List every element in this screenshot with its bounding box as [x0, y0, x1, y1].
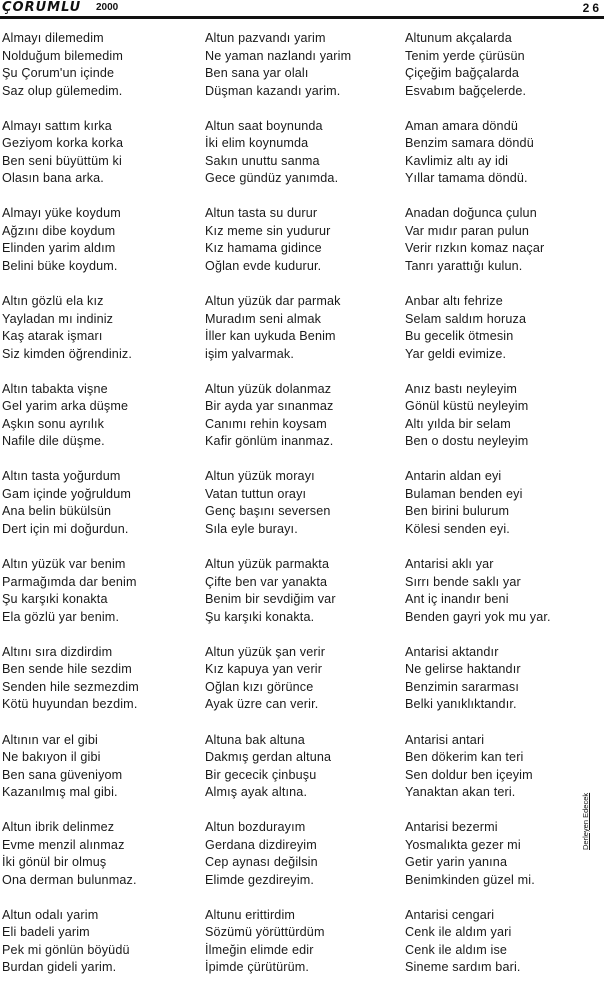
poem-line: Getir yarin yanına [405, 855, 508, 870]
stanza [2, 819, 192, 889]
poem-line: Benim bir sevdiğim var [205, 592, 336, 607]
poem-line: Almayı yüke koydum [2, 206, 121, 221]
poem-line: Bir gececik çinbuşu [205, 767, 317, 782]
poem-line: Belini büke koydum. [2, 258, 118, 273]
poem-line: Muradım seni almak [205, 311, 322, 326]
poem-line: Dert için mi doğurdun. [2, 521, 129, 536]
poem-line: Kaş atarak işmarı [2, 329, 103, 344]
stanza [205, 907, 395, 977]
stanza [2, 468, 192, 538]
stanza [2, 293, 192, 363]
poem-line: Ne gelirse haktandır [405, 662, 521, 677]
poem-line: Siz kimden öğrendiniz. [2, 346, 132, 361]
poem-line: Benzim samara döndü [405, 136, 534, 151]
poem-line: Altun odalı yarim [2, 907, 99, 922]
poem-line: Sıla eyle burayı. [205, 521, 298, 536]
poem-line: Burdan gideli yarim. [2, 960, 117, 975]
stanza [205, 381, 395, 451]
poem-line: Anadan doğunca çulun [405, 206, 537, 221]
poem-line: Cenk ile aldım yari [405, 925, 512, 940]
poem-line: Ne bakıyon il gibi [2, 750, 101, 764]
poem-line: İpimde çürütürüm. [205, 960, 310, 975]
poem-line: Elimde gezdireyim. [205, 872, 315, 887]
stanza [405, 205, 595, 275]
poem-line: Anız bastı neyleyim [405, 381, 518, 396]
poem-line: Altunu erittirdim [205, 907, 296, 922]
poem-line: Antarin aldan eyi [405, 469, 502, 484]
stanza [2, 118, 192, 188]
poem-line: Gece gündüz yanımda. [205, 171, 339, 186]
poem-line: Şu Çorum'un içinde [2, 66, 115, 80]
poem-line: Benzimin sararması [405, 679, 519, 694]
poem-line: Ben o dostu neyleyim [405, 434, 529, 449]
poem-line: Altun tasta su durur [205, 206, 318, 221]
poem-line: Saz olup gülemedim. [2, 83, 123, 98]
poem-line: Ben dökerim kan teri [405, 750, 524, 764]
poem-line: Kötü huyundan bezdim. [2, 697, 138, 712]
poem-line: Elinden yarim aldım [2, 241, 116, 256]
poem-line: Parmağımda dar benim [2, 574, 137, 589]
poem-line: Antarisi aklı yar [405, 557, 494, 572]
poem-line: Kız kapuya yan verir [205, 662, 323, 677]
poem-line: Sözümü yörüttürdüm [205, 925, 325, 940]
stanza [2, 644, 192, 714]
poem-line: Gerdana dizdireyim [205, 837, 317, 852]
poem-line: Altı yılda bir selam [405, 416, 511, 431]
poem-line: İlmeğin elimde edir [205, 942, 314, 957]
poem-column-2 [205, 30, 395, 995]
poem-line: Bir ayda yar sınanmaz [205, 399, 334, 414]
credit-text: Derleyen Edecek [581, 792, 590, 850]
poem-line: Yanaktan akan teri. [405, 785, 516, 799]
poem-line: Altun pazvandı yarim [205, 31, 326, 45]
poem-line: Kazanılmış mal gibi. [2, 785, 118, 799]
poem-line: Yayladan mı indiniz [2, 311, 114, 326]
poem-line: Şu karşıki konakta [2, 592, 108, 607]
poem-line: Yar geldi evimize. [405, 346, 507, 361]
page-number: 26 [582, 1, 602, 15]
poem-line: Altun yüzük parmakta [205, 557, 330, 572]
poem-line: Altun yüzük şan verir [205, 644, 326, 659]
poem-line: Altuna bak altuna [205, 732, 305, 747]
poem-line: Gel yarim arka düşme [2, 399, 129, 414]
stanza [205, 644, 395, 714]
stanza [405, 907, 595, 977]
stanza [205, 468, 395, 538]
poem-line: Gönül küstü neyleyim [405, 399, 529, 414]
stanza [405, 819, 595, 889]
stanza [205, 30, 395, 100]
stanza [2, 907, 192, 977]
stanza [205, 556, 395, 626]
poem-line: Olasın bana arka. [2, 171, 104, 186]
poem-line: Kafir gönlüm inanmaz. [205, 434, 334, 449]
poem-line: Almış ayak altına. [205, 785, 308, 799]
poem-line: Altun yüzük morayı [205, 469, 315, 484]
stanza [2, 556, 192, 626]
stanza [205, 293, 395, 363]
poem-line: Kız meme sin yudurur [205, 223, 331, 238]
poem-line: Var mıdır paran pulun [405, 223, 530, 238]
poem-line: Kavlimiz altı ay idi [405, 153, 509, 168]
poem-line: Cenk ile aldım ise [405, 942, 508, 957]
stanza [405, 556, 595, 626]
poem-line: Ana belin bükülsün [2, 504, 112, 519]
poem-line: İki elim koynumda [205, 136, 309, 151]
magazine-logo: ÇORUMLU [2, 0, 82, 15]
poem-line: Anbar altı fehrize [405, 294, 503, 309]
poem-line: Oğlan evde kudurur. [205, 258, 322, 273]
stanza [2, 381, 192, 451]
poem-line: Esvabım bağçelerde. [405, 83, 527, 98]
poem-line: işim yalvarmak. [205, 346, 295, 361]
poem-line: Benden gayri yok mu yar. [405, 609, 551, 624]
poem-column-1 [2, 30, 192, 995]
poem-line: Şu karşıki konakta. [205, 609, 315, 624]
stanza [2, 732, 192, 802]
poem-line: Ben sana yar olalı [205, 66, 309, 80]
poem-line: Canımı rehin koysam [205, 416, 327, 431]
poem-line: Benimkinden güzel mi. [405, 872, 535, 887]
poem-line: Aşkın sonu ayrılık [2, 416, 105, 431]
poem-line: Ben birini bulurum [405, 504, 510, 519]
poem-line: Ayak üzre can verir. [205, 697, 319, 712]
stanza [405, 644, 595, 714]
poem-line: Altun ibrik delinmez [2, 820, 115, 835]
poem-line: Genç başını seversen [205, 504, 331, 519]
header-rule [0, 16, 604, 19]
poem-line: Ona derman bulunmaz. [2, 872, 137, 887]
poem-line: Eli badeli yarim [2, 925, 90, 940]
poem-line: Ne yaman nazlandı yarim [205, 48, 352, 63]
stanza [205, 118, 395, 188]
poem-line: Geziyom korka korka [2, 136, 124, 151]
issue-year: 2000 [96, 2, 119, 13]
poem-line: Cep aynası değilsin [205, 855, 318, 870]
stanza [405, 30, 595, 100]
poem-line: Almayı sattım kırka [2, 118, 112, 133]
poem-line: Altını sıra dizdirdim [2, 644, 113, 659]
poem-line: Yosmalıkta gezer mi [405, 837, 521, 852]
poem-line: Sineme sardım bari. [405, 960, 521, 975]
stanza [205, 205, 395, 275]
stanza [205, 819, 395, 889]
poem-line: Altın tabakta vişne [2, 381, 108, 396]
poem-line: Verir rızkın komaz naçar [405, 241, 545, 256]
poem-line: Altın yüzük var benim [2, 557, 126, 572]
stanza [405, 293, 595, 363]
poem-line: Altun bozdurayım [205, 820, 306, 835]
stanza [405, 468, 595, 538]
poem-line: Sakın unuttu sanma [205, 153, 320, 168]
poem-line: Senden hile sezmezdim [2, 679, 139, 694]
poem-line: Antarisi cengari [405, 907, 495, 922]
poem-line: Gam içinde yoğruldum [2, 486, 131, 501]
poem-line: Ben seni büyüttüm ki [2, 153, 122, 168]
poem-line: Düşman kazandı yarim. [205, 83, 341, 98]
poem-line: Belki yanıklıktandır. [405, 697, 517, 712]
poem-line: Çifte ben var yanakta [205, 574, 328, 589]
poem-line: Altunum akçalarda [405, 31, 512, 45]
stanza [405, 381, 595, 451]
stanza [205, 732, 395, 802]
poem-line: Antarisi aktandır [405, 644, 499, 659]
poem-line: Altun yüzük dolanmaz [205, 381, 332, 396]
poem-line: Nafile dile düşme. [2, 434, 105, 449]
poem-line: Altının var el gibi [2, 732, 98, 747]
poem-line: Sırrı bende saklı yar [405, 574, 521, 589]
poem-line: Çiçeğim bağçalarda [405, 66, 520, 80]
poem-line: Almayı dilemedim [2, 31, 104, 45]
poem-line: Altın gözlü ela kız [2, 294, 104, 309]
stanza [405, 118, 595, 188]
stanza [2, 205, 192, 275]
compiler-credit [581, 770, 593, 850]
poem-line: Pek mi gönlün böyüdü [2, 942, 130, 957]
poem-line: Ağzını dibe koydum [2, 223, 116, 238]
poem-line: İki gönül bir olmuş [2, 855, 107, 870]
poem-line: Antarisi bezermi [405, 820, 498, 835]
poem-line: Oğlan kızı görünce [205, 679, 314, 694]
poem-line: Tenim yerde çürüsün [405, 48, 525, 63]
poem-line: Altun yüzük dar parmak [205, 294, 341, 309]
poem-line: Kölesi senden eyi. [405, 521, 510, 536]
poem-line: Nolduğum bilemedim [2, 48, 123, 63]
poem-line: Ant iç inandır beni [405, 592, 509, 607]
stanza [405, 732, 595, 802]
poem-line: Evme menzil alınmaz [2, 837, 125, 852]
poem-line: İller kan uykuda Benim [205, 329, 336, 344]
poem-column-3 [405, 30, 595, 995]
poem-line: Ben sende hile sezdim [2, 662, 132, 677]
poem-line: Bu gecelik ötmesin [405, 329, 514, 344]
poem-line: Bulaman benden eyi [405, 486, 523, 501]
poem-line: Altun saat boynunda [205, 118, 323, 133]
poem-line: Vatan tuttun orayı [205, 486, 307, 501]
poem-line: Antarisi antari [405, 732, 485, 747]
stanza [2, 30, 192, 100]
poem-line: Altın tasta yoğurdum [2, 469, 121, 484]
page-header [0, 0, 604, 18]
poem-line: Ela gözlü yar benim. [2, 609, 120, 624]
poem-line: Yıllar tamama döndü. [405, 171, 528, 186]
poem-line: Aman amara döndü [405, 118, 519, 133]
poem-line: Sen doldur ben içeyim [405, 767, 533, 782]
poem-line: Kız hamama gidince [205, 241, 322, 256]
poem-line: Dakmış gerdan altuna [205, 750, 332, 764]
poem-line: Selam saldım horuza [405, 311, 527, 326]
poem-line: Tanrı yarattığı kulun. [405, 258, 523, 273]
poem-line: Ben sana güveniyom [2, 767, 123, 782]
